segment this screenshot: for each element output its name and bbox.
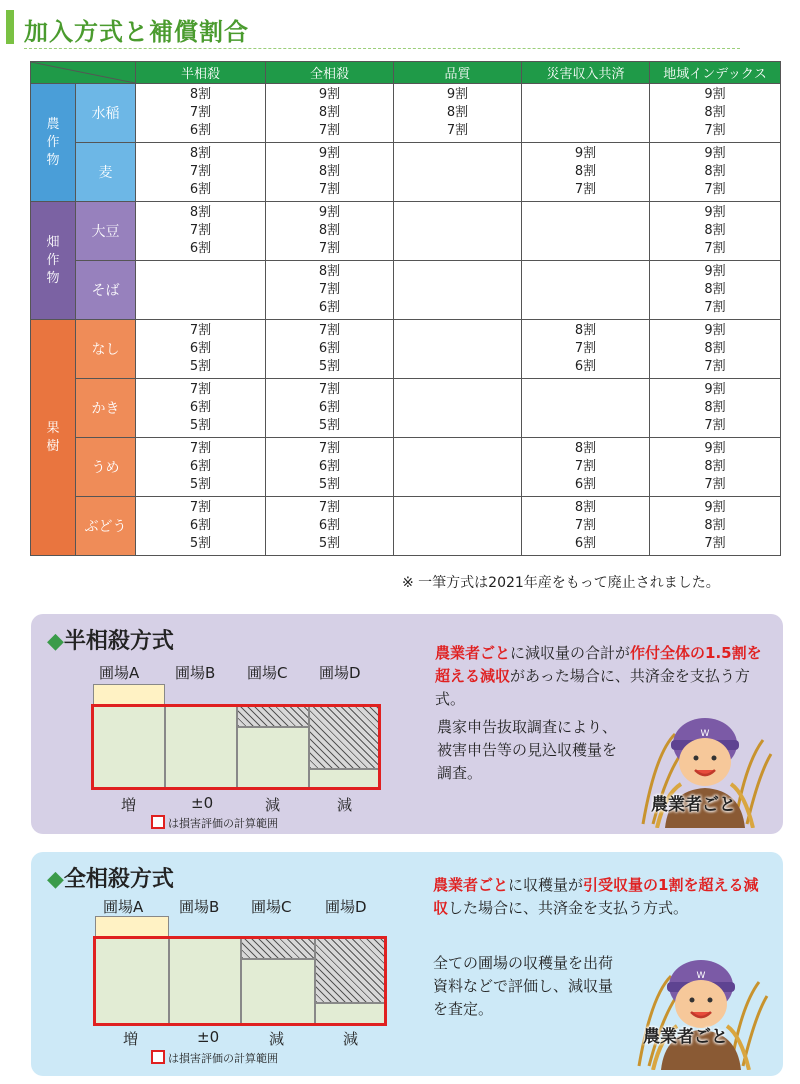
coverage-value: 7割 <box>189 105 212 120</box>
field-a-increase <box>93 684 165 706</box>
category-cell <box>31 202 76 320</box>
farmer-illustration-icon <box>631 936 771 1070</box>
coverage-value: 8割 <box>574 441 597 456</box>
field-label-b: 圃場B <box>175 664 216 682</box>
table-row <box>31 261 781 320</box>
coverage-value: 8割 <box>704 282 726 297</box>
coverage-cell <box>136 438 266 497</box>
coverage-cell <box>136 497 266 556</box>
coverage-cell <box>266 202 394 261</box>
table-row <box>31 202 781 261</box>
coverage-value: 6割 <box>574 477 597 492</box>
crop-name-cell: 水稲 <box>76 84 136 143</box>
table-row <box>31 379 781 438</box>
coverage-cell <box>394 143 522 202</box>
panel-title: ◆半相殺方式 <box>47 629 174 654</box>
coverage-cell <box>266 379 394 438</box>
symbol-c: 減 <box>265 796 281 814</box>
panel-title: ◆全相殺方式 <box>47 867 174 892</box>
coverage-value: 9割 <box>318 205 341 220</box>
category-label: 果樹 <box>46 420 60 454</box>
coverage-value: 7割 <box>318 241 341 256</box>
coverage-value: 5割 <box>318 359 341 374</box>
coverage-value: 7割 <box>446 123 469 138</box>
coverage-value: 8割 <box>189 146 212 161</box>
svg-text:W: W <box>700 729 710 739</box>
legend: は損害評価の計算範囲 <box>151 1050 278 1066</box>
coverage-value: 6割 <box>189 182 212 197</box>
coverage-value: 7割 <box>574 459 597 474</box>
crop-name-cell: そば <box>76 261 136 320</box>
coverage-value: 8割 <box>318 264 341 279</box>
coverage-value: 9割 <box>704 323 726 338</box>
field-a-increase <box>95 916 169 938</box>
coverage-value: 8割 <box>318 164 341 179</box>
coverage-cell <box>650 379 781 438</box>
diamond-icon: ◆ <box>47 867 64 892</box>
coverage-value: 5割 <box>318 477 341 492</box>
coverage-cell <box>522 497 650 556</box>
coverage-cell <box>394 379 522 438</box>
table-row <box>31 497 781 556</box>
coverage-cell <box>650 261 781 320</box>
panel-subtext: 農家申告抜取調査により、被害申告等の見込収穫量を調査。 <box>437 718 618 782</box>
coverage-value: 8割 <box>318 105 341 120</box>
symbol-b: ±0 <box>191 794 214 812</box>
coverage-value: 5割 <box>189 418 212 433</box>
coverage-value: 6割 <box>189 459 212 474</box>
symbol-a: 増 <box>123 1030 139 1048</box>
coverage-cell <box>136 84 266 143</box>
crop-name-cell: かき <box>76 379 136 438</box>
coverage-value: 6割 <box>189 400 212 415</box>
coverage-cell <box>266 143 394 202</box>
coverage-value: 7割 <box>318 282 341 297</box>
coverage-cell <box>522 320 650 379</box>
header-chiiki-index: 地域インデックス <box>650 62 781 84</box>
coverage-cell <box>266 438 394 497</box>
coverage-value: 6割 <box>318 400 341 415</box>
coverage-cell <box>394 84 522 143</box>
coverage-value: 8割 <box>704 164 726 179</box>
coverage-value: 6割 <box>189 518 212 533</box>
coverage-value: 7割 <box>704 418 726 433</box>
coverage-value: 7割 <box>189 323 212 338</box>
title-accent-bar <box>6 10 14 44</box>
coverage-value: 8割 <box>704 105 726 120</box>
coverage-value: 9割 <box>704 205 726 220</box>
calc-range-frame <box>93 936 387 1026</box>
coverage-value: 8割 <box>189 87 212 102</box>
coverage-value: 7割 <box>189 500 212 515</box>
coverage-value: 5割 <box>189 536 212 551</box>
coverage-value: 8割 <box>574 500 597 515</box>
coverage-value: 7割 <box>704 359 726 374</box>
coverage-value: 7割 <box>574 182 597 197</box>
coverage-value: 7割 <box>704 123 726 138</box>
coverage-value: 7割 <box>704 536 726 551</box>
field-label-b: 圃場B <box>179 898 220 916</box>
coverage-value: 7割 <box>704 182 726 197</box>
coverage-cell <box>650 320 781 379</box>
header-saigai-shunyu: 災害収入共済 <box>522 62 650 84</box>
table-corner-cell <box>31 62 136 84</box>
coverage-value: 5割 <box>189 359 212 374</box>
coverage-cell <box>650 497 781 556</box>
field-label-a: 圃場A <box>99 664 140 682</box>
coverage-cell <box>266 320 394 379</box>
coverage-value: 8割 <box>704 459 726 474</box>
coverage-cell <box>266 84 394 143</box>
coverage-value: 7割 <box>318 382 341 397</box>
coverage-cell <box>266 261 394 320</box>
coverage-value: 9割 <box>704 500 726 515</box>
category-cell <box>31 320 76 556</box>
coverage-value: 8割 <box>574 164 597 179</box>
coverage-cell <box>650 84 781 143</box>
symbol-d: 減 <box>337 796 353 814</box>
field-label-c: 圃場C <box>251 898 292 916</box>
coverage-value: 8割 <box>704 341 726 356</box>
svg-text:W: W <box>696 971 706 981</box>
coverage-cell <box>136 143 266 202</box>
coverage-value: 7割 <box>318 500 341 515</box>
coverage-cell <box>650 202 781 261</box>
crop-name-cell: 麦 <box>76 143 136 202</box>
red-square-icon <box>151 815 165 829</box>
crop-name-cell: うめ <box>76 438 136 497</box>
coverage-value: 7割 <box>704 241 726 256</box>
coverage-value: 6割 <box>318 300 341 315</box>
coverage-cell <box>650 143 781 202</box>
title-divider <box>24 48 740 49</box>
crop-name-cell: ぶどう <box>76 497 136 556</box>
table-row <box>31 320 781 379</box>
coverage-value: 8割 <box>446 105 469 120</box>
abolition-note: ※ 一筆方式は2021年産をもって廃止されました。 <box>402 575 720 591</box>
coverage-value: 6割 <box>318 518 341 533</box>
coverage-cell <box>136 202 266 261</box>
coverage-value: 6割 <box>574 536 597 551</box>
coverage-cell <box>522 261 650 320</box>
coverage-value: 7割 <box>318 441 341 456</box>
panel-description: 農業者ごとに減収量の合計が作付全体の1.5割を超える減収があった場合に、共済金を支払う方式。 <box>435 644 762 708</box>
table-row <box>31 84 781 143</box>
coverage-cell <box>136 379 266 438</box>
coverage-value: 8割 <box>704 223 726 238</box>
coverage-value: 6割 <box>574 359 597 374</box>
legend: は損害評価の計算範囲 <box>151 815 278 831</box>
farmer-label: 農業者ごと <box>651 795 736 815</box>
coverage-value: 8割 <box>574 323 597 338</box>
coverage-cell <box>394 497 522 556</box>
panel-description: 農業者ごとに収穫量が引受収量の1割を超える減収した場合に、共済金を支払う方式。 <box>433 876 759 917</box>
field-label-a: 圃場A <box>103 898 144 916</box>
coverage-value: 7割 <box>574 341 597 356</box>
coverage-value: 9割 <box>704 146 726 161</box>
calc-range-frame <box>91 704 381 790</box>
symbol-d: 減 <box>343 1030 359 1048</box>
coverage-cell <box>394 202 522 261</box>
coverage-value: 7割 <box>318 323 341 338</box>
coverage-cell <box>522 379 650 438</box>
coverage-value: 9割 <box>704 382 726 397</box>
coverage-value: 6割 <box>189 241 212 256</box>
coverage-value: 7割 <box>704 300 726 315</box>
diamond-icon: ◆ <box>47 629 64 654</box>
coverage-value: 6割 <box>189 341 212 356</box>
coverage-value: 9割 <box>446 87 469 102</box>
coverage-value: 7割 <box>574 518 597 533</box>
panel-subtext: 全ての圃場の収穫量を出荷資料などで評価し、減収量を査定。 <box>433 954 614 1018</box>
zen-sousai-panel <box>31 852 783 1076</box>
coverage-value: 9割 <box>318 87 341 102</box>
category-label: 畑作物 <box>46 234 60 286</box>
coverage-value: 7割 <box>189 223 212 238</box>
coverage-cell <box>136 261 266 320</box>
coverage-cell <box>394 320 522 379</box>
coverage-cell <box>522 438 650 497</box>
crop-name-cell: なし <box>76 320 136 379</box>
coverage-value: 7割 <box>189 441 212 456</box>
category-label: 農作物 <box>46 116 60 168</box>
coverage-cell <box>522 143 650 202</box>
table-row <box>31 438 781 497</box>
coverage-value: 7割 <box>318 123 341 138</box>
field-label-c: 圃場C <box>247 664 288 682</box>
coverage-value: 7割 <box>189 164 212 179</box>
crop-name-cell: 大豆 <box>76 202 136 261</box>
coverage-value: 6割 <box>318 341 341 356</box>
coverage-cell <box>394 438 522 497</box>
coverage-table <box>30 61 781 556</box>
category-cell <box>31 84 76 202</box>
coverage-value: 9割 <box>704 87 726 102</box>
coverage-value: 9割 <box>574 146 597 161</box>
coverage-value: 5割 <box>318 418 341 433</box>
field-label-d: 圃場D <box>325 898 367 916</box>
coverage-value: 9割 <box>704 264 726 279</box>
coverage-cell <box>136 320 266 379</box>
coverage-value: 8割 <box>189 205 212 220</box>
coverage-value: 9割 <box>704 441 726 456</box>
coverage-cell <box>650 438 781 497</box>
coverage-value: 9割 <box>318 146 341 161</box>
header-hinshitsu: 品質 <box>394 62 522 84</box>
coverage-cell <box>522 84 650 143</box>
coverage-value: 8割 <box>318 223 341 238</box>
coverage-value: 7割 <box>318 182 341 197</box>
table-row <box>31 143 781 202</box>
page-title: 加入方式と補償割合 <box>24 18 249 46</box>
symbol-b: ±0 <box>197 1028 220 1046</box>
coverage-cell <box>394 261 522 320</box>
header-han-sousai: 半相殺 <box>136 62 266 84</box>
symbol-a: 増 <box>121 796 137 814</box>
coverage-value: 5割 <box>189 477 212 492</box>
coverage-value: 6割 <box>189 123 212 138</box>
coverage-cell <box>522 202 650 261</box>
han-sousai-panel <box>31 614 783 834</box>
coverage-value: 6割 <box>318 459 341 474</box>
table-header-row <box>31 62 781 84</box>
title-bar <box>0 0 800 50</box>
coverage-value: 7割 <box>189 382 212 397</box>
header-zen-sousai: 全相殺 <box>266 62 394 84</box>
coverage-value: 7割 <box>704 477 726 492</box>
coverage-value: 5割 <box>318 536 341 551</box>
field-label-d: 圃場D <box>319 664 361 682</box>
farmer-label: 農業者ごと <box>643 1027 728 1047</box>
red-square-icon <box>151 1050 165 1064</box>
coverage-value: 8割 <box>704 400 726 415</box>
coverage-cell <box>266 497 394 556</box>
coverage-value: 8割 <box>704 518 726 533</box>
symbol-c: 減 <box>269 1030 285 1048</box>
